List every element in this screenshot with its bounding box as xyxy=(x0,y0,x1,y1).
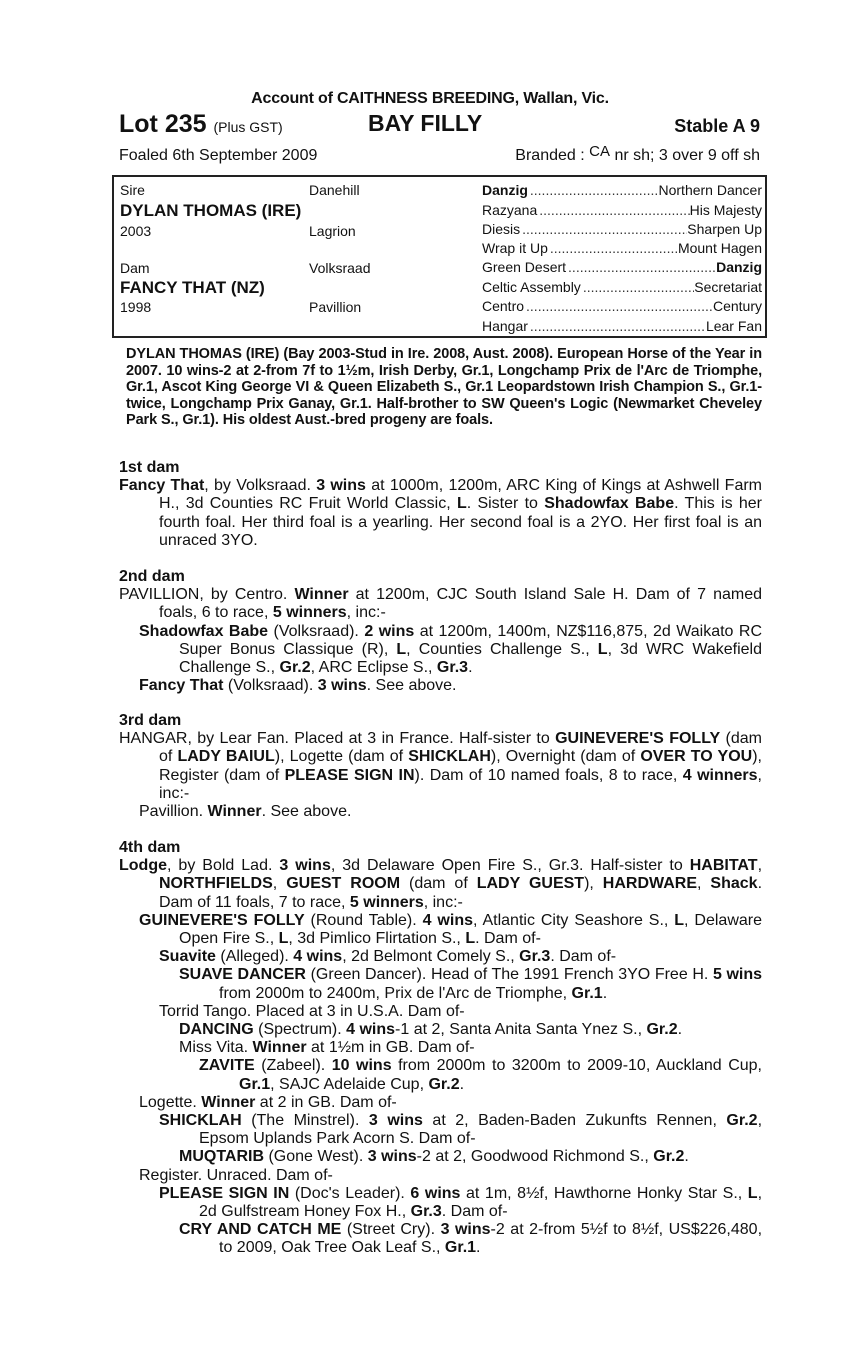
sire-sire: Danehill xyxy=(309,182,360,198)
list-item: Shadowfax Babe (Volksraad). 2 wins at 1200m, 1400m, NZ$116,875, 2d Waikato RC Super Bonus Classique (R), L, Counties Challenge S., L, 3d WRC Wakefield Challenge S., Gr.2, ARC Eclipse S., Gr.3. xyxy=(139,622,762,677)
sire-name: DYLAN THOMAS (IRE) xyxy=(120,201,302,220)
list-item: DANCING (Spectrum). 4 wins-1 at 2, Santa Anita Santa Ynez S., Gr.2. xyxy=(179,1021,683,1039)
second-dam-heading: 2nd dam xyxy=(119,568,185,585)
list-item: MUQTARIB (Gone West). 3 wins-2 at 2, Goodwood Richmond S., Gr.2. xyxy=(179,1148,689,1166)
third-dam-heading: 3rd dam xyxy=(119,712,182,729)
brand-mark-icon: CA xyxy=(589,143,610,160)
dam-name: FANCY THAT (NZ) xyxy=(120,278,265,297)
fourth-dam-text: Lodge, by Bold Lad. 3 wins, 3d Delaware Open Fire S., Gr.3. Half-sister to HABITAT, NORTHFIELDS, GUEST ROOM (dam of LADY GUEST), HARDWARE, Shack. Dam of 11 foals, 7 to race, 5 winners, inc:- xyxy=(119,857,763,911)
first-dam-heading: 1st dam xyxy=(119,459,180,476)
sire-label: Sire xyxy=(120,182,145,198)
list-item: ZAVITE (Zabeel). 10 wins from 2000m to 3200m to 2009-10, Auckland Cup, Gr.1, SAJC Adelaide Cup, Gr.2. xyxy=(199,1057,762,1093)
list-item: Logette. Winner at 2 in GB. Dam of- xyxy=(139,1093,397,1111)
lot-number: Lot 235 (Plus GST) xyxy=(119,110,283,138)
list-item: Torrid Tango. Placed at 3 in U.S.A. Dam of- xyxy=(159,1002,465,1020)
fourth-dam-heading: 4th dam xyxy=(119,839,181,856)
list-item: PLEASE SIGN IN (Doc's Leader). 6 wins at 1m, 8½f, Hawthorne Honky Star S., L, 2d Gulfstream Honey Fox H., Gr.3. Dam of- xyxy=(159,1184,763,1221)
list-item: Fancy That (Volksraad). 3 wins. See above. xyxy=(139,677,457,695)
first-dam-text: Fancy That, by Volksraad. 3 wins at 1000m, 1200m, ARC King of Kings at Ashwell Farm H., 3d Counties RC Fruit World Classic, L. Sister to Shadowfax Babe. This is her fourth foal. Her third foal is a yearling. Her second foal is a 2YO. Her first foal is an unraced 3YO. xyxy=(119,477,763,549)
pedigree-row: Green Desert ..... Danzig xyxy=(482,259,762,275)
sire-year: 2003 xyxy=(120,223,152,239)
list-item: Miss Vita. Winner at 1½m in GB. Dam of- xyxy=(179,1039,475,1057)
horse-description: BAY FILLY xyxy=(368,110,483,136)
second-dam-text: PAVILLION, by Centro. Winner at 1200m, CJC South Island Sale H. Dam of 7 named foals, 6 to race, 5 winners, inc:- xyxy=(119,586,762,622)
pedigree-table xyxy=(112,175,767,338)
list-item: CRY AND CATCH ME (Street Cry). 3 wins-2 at 2-from 5½f to 8½f, US$226,480, to 2009, Oak Tree Oak Leaf S., Gr.1. xyxy=(179,1221,763,1257)
list-item: Register. Unraced. Dam of- xyxy=(139,1166,333,1184)
pedigree-row: Diesis ..... Sharpen Up xyxy=(482,221,762,237)
first-dam-section xyxy=(119,459,762,550)
sire-summary: DYLAN THOMAS (IRE) (Bay 2003-Stud in Ire. 2008, Aust. 2008). European Horse of the Year in 2007. 10 wins-2 at 2-from 7f to 1½m, Irish Derby, Gr.1, Longchamp Prix de l'Arc de Triomphe, Gr.1, Ascot King George VI & Queen Elizabeth S., Gr.1 Leopardstown Irish Champion S., Gr.1-twice, Longchamp Prix Ganay, Gr.1. Half-brother to SW Queen's Logic (Newmarket Cheveley Park S., Gr.1). His oldest Aust.-bred progeny are foals. xyxy=(126,346,762,428)
lot-line xyxy=(119,110,760,140)
vendor-account: Account of CAITHNESS BREEDING, Wallan, Vic. xyxy=(251,90,609,107)
list-item: SUAVE DANCER (Green Dancer). Head of The 1991 French 3YO Free H. 5 wins from 2000m to 2400m, Prix de l'Arc de Triomphe, Gr.1. xyxy=(179,966,762,1002)
pedigree-row: Centro ..... Century xyxy=(482,298,762,314)
pedigree-row: Razyana ..... His Majesty xyxy=(482,202,762,218)
foaled-date: Foaled 6th September 2009 xyxy=(119,147,318,164)
gst-note: (Plus GST) xyxy=(213,119,283,135)
third-dam-text: HANGAR, by Lear Fan. Placed at 3 in France. Half-sister to GUINEVERE'S FOLLY (dam of LADY BAIUL), Logette (dam of SHICKLAH), Overnight (dam of OVER TO YOU), Register (dam of PLEASE SIGN IN). Dam of 10 named foals, 8 to race, 4 winners, inc:- xyxy=(119,730,762,802)
list-item: Pavillion. Winner. See above. xyxy=(139,803,352,821)
third-dam-section xyxy=(119,712,762,821)
stable-number: Stable A 9 xyxy=(674,116,760,136)
pedigree-row: Danzig ..... Northern Dancer xyxy=(482,182,762,198)
second-dam-section xyxy=(119,568,762,695)
list-item: GUINEVERE'S FOLLY (Round Table). 4 wins, Atlantic City Seashore S., L, Delaware Open Fire S., L, 3d Pimlico Flirtation S., L. Dam of- xyxy=(139,911,763,948)
dam-dam: Pavillion xyxy=(309,299,362,315)
pedigree-row: Wrap it Up ..... Mount Hagen xyxy=(482,240,762,256)
list-item: Suavite (Alleged). 4 wins, 2d Belmont Comely S., Gr.3. Dam of- xyxy=(159,948,617,966)
dam-sire: Volksraad xyxy=(309,260,371,276)
list-item: SHICKLAH (The Minstrel). 3 wins at 2, Baden-Baden Zukunfts Rennen, Gr.2, Epsom Uplands Park Acorn S. Dam of- xyxy=(159,1112,763,1148)
dam-year: 1998 xyxy=(120,299,152,315)
dam-label: Dam xyxy=(120,260,150,276)
brand-info: Branded : CA nr sh; 3 over 9 off sh xyxy=(515,143,760,164)
pedigree-row: Celtic Assembly ..... Secretariat xyxy=(482,279,762,295)
pedigree-row: Hangar ..... Lear Fan xyxy=(482,318,762,334)
fourth-dam-section xyxy=(119,839,762,1258)
sire-dam: Lagrion xyxy=(309,223,356,239)
